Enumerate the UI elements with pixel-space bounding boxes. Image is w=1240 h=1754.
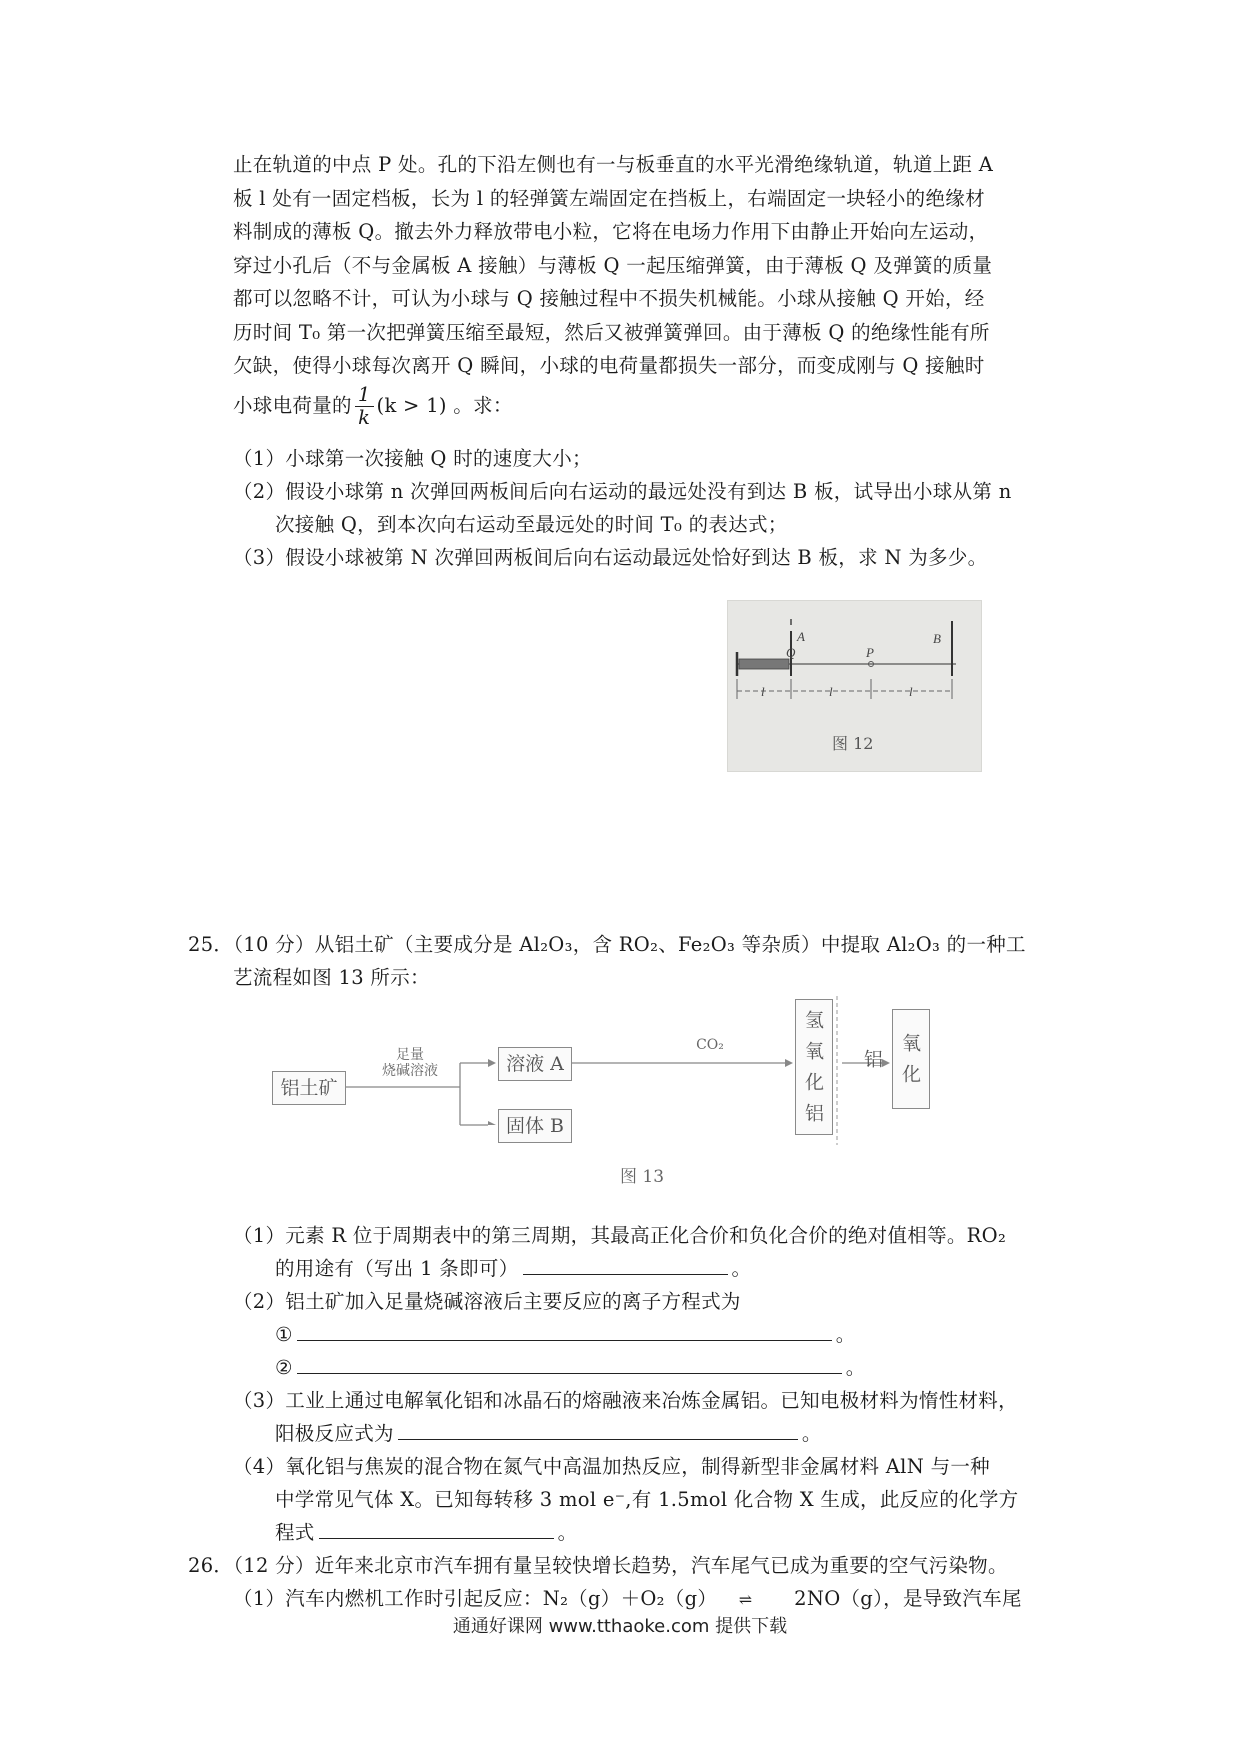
- reagent-line2: 烧碱溶液: [382, 1063, 438, 1079]
- q25-part2: （2）铝土矿加入足量烧碱溶液后主要反应的离子方程式为: [233, 1290, 741, 1313]
- q24-line: 穿过小孔后（不与金属板 A 接触）与薄板 Q 一起压缩弹簧，由于薄板 Q 及弹簧的质量: [233, 254, 993, 277]
- period: 。: [845, 1356, 866, 1379]
- node-bauxite: 铝土矿: [272, 1071, 346, 1105]
- answer-blank[interactable]: [398, 1421, 798, 1440]
- page-footer: 通通好课网 www.tthaoke.com 提供下载: [452, 1616, 788, 1637]
- figure-caption: 图 12: [832, 734, 874, 753]
- q25-part3-text: 阳极反应式为: [275, 1422, 394, 1445]
- fraction: [355, 384, 374, 429]
- q26-part1-right: 2NO（g），是导致汽车尾: [794, 1587, 1022, 1610]
- q24-charge-line: [233, 382, 1063, 430]
- period: 。: [731, 1257, 752, 1280]
- circled-two: ②: [275, 1356, 293, 1379]
- co2-label: CO₂: [696, 1037, 724, 1053]
- q25-part4-text: 程式: [275, 1521, 315, 1544]
- q25-part4-line1: （4）氧化铝与焦炭的混合物在氮气中高温加热反应，制得新型非金属材料 AlN 与一种: [233, 1455, 990, 1478]
- q24-line: 历时间 T₀ 第一次把弹簧压缩至最短，然后又被弹簧弹回。由于薄板 Q 的绝缘性能有所: [233, 321, 990, 344]
- q24-sub2-line1: （2）假设小球第 n 次弹回两板间后向右运动的最远处没有到达 B 板，试导出小球从第 n: [233, 480, 1012, 503]
- reagent-line1: 足量: [396, 1047, 424, 1063]
- q24-line: 欠缺，使得小球每次离开 Q 瞬间，小球的电荷量都损失一部分，而变成刚与 Q 接触时: [233, 354, 985, 377]
- charge-prefix: 小球电荷量的: [233, 394, 352, 417]
- q24-line: 都可以忽略不计，可认为小球与 Q 接触过程中不损失机械能。小球从接触 Q 开始，经: [233, 287, 985, 310]
- q24-sub2-line2: 次接触 Q，到本次向右运动至最远处的时间 T₀ 的表达式；: [275, 513, 788, 536]
- answer-blank[interactable]: [523, 1256, 728, 1275]
- node-solution-a: 溶液 A: [498, 1047, 572, 1081]
- figure-12-drawing: [728, 601, 981, 771]
- node-aluminium-hydroxide: 氢氧化铝: [795, 999, 833, 1135]
- label-b: B: [933, 631, 941, 646]
- period: 。: [557, 1521, 578, 1544]
- node-alumina: 氧化铝: [892, 1009, 930, 1109]
- figure-12: [727, 600, 982, 772]
- q26-part1: [233, 1586, 1063, 1612]
- q25-stem-line1: 25．（10 分）从铝土矿（主要成分是 Al₂O₃，含 RO₂、Fe₂O₃ 等杂质）中提取 Al₂O₃ 的一种工: [188, 933, 1026, 956]
- q24-sub3: （3）假设小球被第 N 次弹回两板间后向右运动最远处恰好到达 B 板，求 N 为多少。: [233, 546, 988, 569]
- dimension-label: l: [761, 684, 765, 699]
- answer-blank[interactable]: [297, 1355, 842, 1374]
- charge-suffix: (k > 1) 。求：: [376, 394, 513, 417]
- fraction-denominator: k: [358, 406, 371, 429]
- q24-line: 料制成的薄板 Q。撤去外力释放带电小粒，它将在电场力作用下由静止开始向左运动，: [233, 220, 989, 243]
- q26-stem: 26．（12 分）近年来北京市汽车拥有量呈较快增长趋势，汽车尾气已成为重要的空气污染物。: [188, 1554, 1008, 1577]
- q25-stem-line2: 艺流程如图 13 所示：: [233, 966, 430, 989]
- q25-part2-eq1: [275, 1322, 1105, 1348]
- q26-part1-left: （1）汽车内燃机工作时引起反应：N₂（g）＋O₂（g）: [233, 1587, 718, 1610]
- equilibrium-arrow-icon: ⇌: [738, 1589, 753, 1609]
- label-a: A: [797, 629, 805, 644]
- dimension-label: l: [909, 684, 913, 699]
- q25-part1-line2: [275, 1256, 1105, 1282]
- q24-line: 止在轨道的中点 P 处。孔的下沿左侧也有一与板垂直的水平光滑绝缘轨道，轨道上距 A: [233, 153, 994, 176]
- q25-part4-line2: 中学常见气体 X。已知每转移 3 mol e⁻,有 1.5mol 化合物 X 生成，此反应的化学方: [275, 1488, 1019, 1511]
- answer-blank[interactable]: [319, 1520, 554, 1539]
- fraction-numerator: 1: [355, 384, 374, 407]
- q25-part1-line1: （1）元素 R 位于周期表中的第三周期，其最高正化合价和负化合价的绝对值相等。RO₂: [233, 1224, 1007, 1247]
- flow-arrows: [270, 995, 1080, 1185]
- q24-line: 板 l 处有一固定档板，长为 l 的轻弹簧左端固定在挡板上，右端固定一块轻小的绝缘材: [233, 187, 985, 210]
- circled-one: ①: [275, 1323, 293, 1346]
- dimension-label: l: [829, 684, 833, 699]
- q25-part2-eq2: [275, 1355, 1105, 1381]
- q25-part3-line1: （3）工业上通过电解氧化铝和冰晶石的熔融液来冶炼金属铝。已知电极材料为惰性材料，: [233, 1389, 1018, 1412]
- period: 。: [801, 1422, 822, 1445]
- period: 。: [835, 1323, 856, 1346]
- q25-part1-text: 的用途有（写出 1 条即可）: [275, 1257, 519, 1280]
- node-solid-b: 固体 B: [498, 1109, 572, 1143]
- figure-13-flowchart: [270, 995, 1080, 1185]
- q25-part3-line2: [275, 1421, 1105, 1447]
- q25-part4-line3: [275, 1520, 1105, 1546]
- figure-13-caption: 图 13: [620, 1167, 665, 1187]
- reagent-label: [370, 1047, 450, 1079]
- label-p: P: [866, 645, 874, 660]
- answer-blank[interactable]: [297, 1322, 832, 1341]
- q24-sub1: （1）小球第一次接触 Q 时的速度大小；: [233, 447, 592, 470]
- label-q: Q: [786, 645, 796, 660]
